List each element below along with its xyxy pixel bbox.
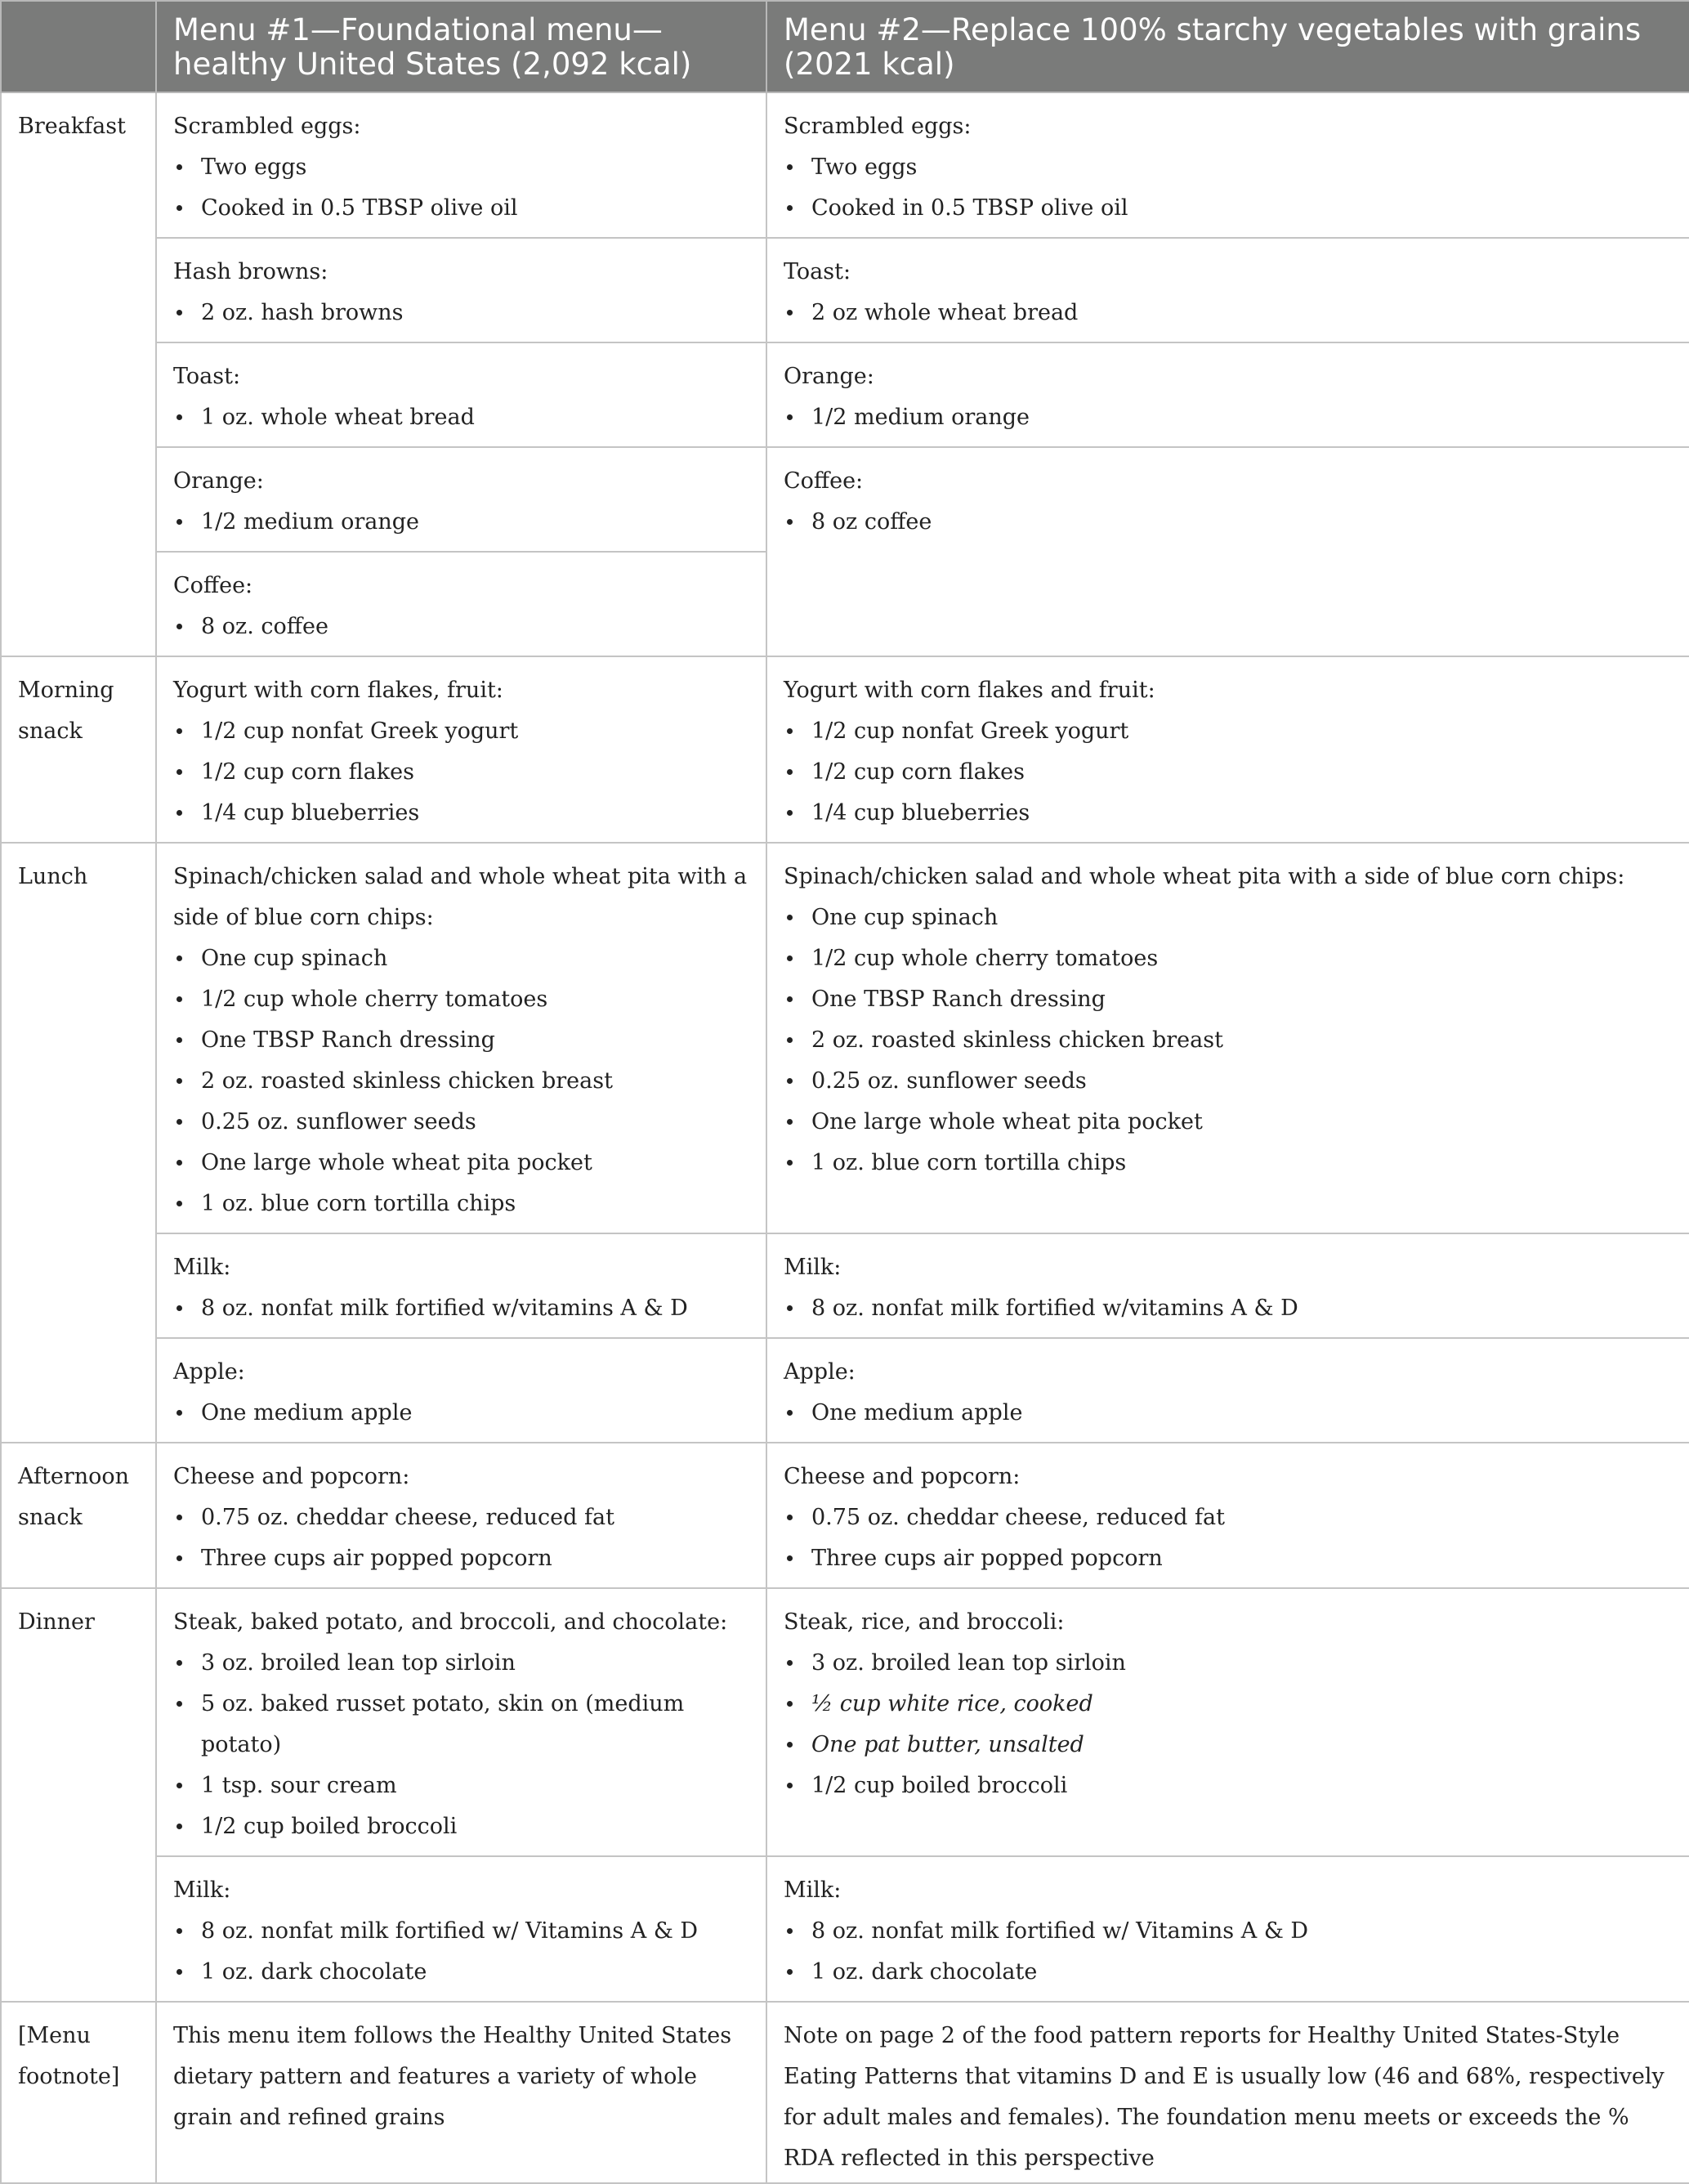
item-title: Toast:: [784, 259, 851, 284]
list-item: 1 oz. blue corn tortilla chips: [173, 1184, 749, 1224]
list-item: 1 tsp. sour cream: [173, 1766, 749, 1806]
menu2-item: [766, 1233, 1689, 1338]
header-row: [1, 1, 1689, 92]
item-title: Spinach/chicken salad and whole wheat pita with a side of blue corn chips:: [784, 864, 1625, 889]
menu2-item: [766, 843, 1689, 1233]
menu2-item: [766, 1588, 1689, 1856]
table-row: [1, 1233, 1689, 1338]
item-list: [784, 711, 1673, 834]
list-item: 1/2 cup corn flakes: [173, 752, 749, 793]
item-title: Orange:: [784, 364, 874, 389]
table-row: [1, 238, 1689, 342]
header-menu2: Menu #2—Replace 100% starchy vegetables with grains (2021 kcal): [766, 1, 1689, 92]
item-list: [784, 147, 1673, 229]
header-menu1: Menu #1—Foundational menu—healthy United States (2,092 kcal): [156, 1, 766, 92]
list-item: One cup spinach: [784, 897, 1673, 938]
item-list: [784, 1393, 1673, 1434]
list-item-italic: One pat butter, unsalted: [784, 1725, 1673, 1766]
list-item: One large whole wheat pita pocket: [173, 1143, 749, 1184]
item-list: [173, 1497, 749, 1579]
menu1-item: [156, 656, 766, 843]
footnote-menu1: This menu item follows the Healthy United States dietary pattern and features a variety of whole grain and refined grains: [156, 2002, 766, 2183]
list-item: 8 oz. coffee: [173, 606, 749, 647]
list-item: 1 oz. dark chocolate: [784, 1952, 1673, 1993]
list-item: 1 oz. dark chocolate: [173, 1952, 749, 1993]
list-item: 8 oz coffee: [784, 502, 1673, 543]
list-item: 1/2 medium orange: [784, 397, 1673, 438]
list-item: 1/4 cup blueberries: [173, 793, 749, 834]
item-list: [173, 1911, 749, 1993]
list-item: 1/2 cup whole cherry tomatoes: [784, 938, 1673, 979]
menu1-item: [156, 1338, 766, 1443]
list-item: 1/4 cup blueberries: [784, 793, 1673, 834]
item-list: [173, 502, 749, 543]
menu1-item: [156, 1588, 766, 1856]
table-row: [1, 1588, 1689, 1856]
table-row: [1, 843, 1689, 1233]
item-list: [173, 397, 749, 438]
item-title: Steak, baked potato, and broccoli, and chocolate:: [173, 1609, 728, 1635]
menu2-item: [766, 656, 1689, 843]
item-title: Apple:: [784, 1359, 856, 1385]
list-item: Two eggs: [173, 147, 749, 188]
item-title: Scrambled eggs:: [784, 114, 972, 139]
list-item: 0.75 oz. cheddar cheese, reduced fat: [173, 1497, 749, 1538]
list-item: 1/2 cup boiled broccoli: [173, 1806, 749, 1847]
item-list: [784, 1497, 1673, 1579]
item-title: Yogurt with corn flakes, fruit:: [173, 678, 503, 703]
menu2-item: [766, 1443, 1689, 1588]
list-item: One medium apple: [173, 1393, 749, 1434]
item-list: [784, 1643, 1673, 1806]
menu1-item: [156, 1233, 766, 1338]
list-item: 2 oz. hash browns: [173, 293, 749, 333]
item-title: Milk:: [784, 1877, 842, 1903]
item-title: Milk:: [173, 1877, 231, 1903]
item-list: [784, 502, 1673, 543]
table-row: [1, 1443, 1689, 1588]
item-title: Milk:: [784, 1255, 842, 1280]
list-item: Two eggs: [784, 147, 1673, 188]
table-row: [1, 1856, 1689, 2002]
list-item: 1/2 cup nonfat Greek yogurt: [784, 711, 1673, 752]
item-title: Apple:: [173, 1359, 245, 1385]
item-title: Orange:: [173, 468, 264, 494]
menu2-item: [766, 92, 1689, 238]
table-row: [1, 92, 1689, 238]
item-list: [173, 147, 749, 229]
table-row: [1, 342, 1689, 447]
list-item: Three cups air popped popcorn: [784, 1538, 1673, 1579]
menu2-item: [766, 238, 1689, 342]
menu1-item: [156, 92, 766, 238]
list-item: One medium apple: [784, 1393, 1673, 1434]
list-item: 1 oz. whole wheat bread: [173, 397, 749, 438]
item-title: Spinach/chicken salad and whole wheat pita with a side of blue corn chips:: [173, 864, 748, 930]
item-list: [173, 1393, 749, 1434]
menu1-item: [156, 552, 766, 656]
header-blank-cell: [1, 1, 156, 92]
list-item: 1 oz. blue corn tortilla chips: [784, 1143, 1673, 1184]
menu2-item: [766, 1856, 1689, 2002]
meal-label: Lunch: [1, 843, 156, 1443]
table-row: [1, 447, 1689, 552]
item-title: Hash browns:: [173, 259, 328, 284]
item-list: [784, 1288, 1673, 1329]
list-item: One TBSP Ranch dressing: [784, 979, 1673, 1020]
footnote-label: [Menu footnote]: [1, 2002, 156, 2183]
item-title: Steak, rice, and broccoli:: [784, 1609, 1065, 1635]
menu1-item: [156, 447, 766, 552]
menu1-item: [156, 1443, 766, 1588]
meal-label: Morning snack: [1, 656, 156, 843]
list-item: One cup spinach: [173, 938, 749, 979]
item-title: Cheese and popcorn:: [784, 1464, 1021, 1489]
item-list: [173, 293, 749, 333]
list-item: 3 oz. broiled lean top sirloin: [784, 1643, 1673, 1684]
item-title: Coffee:: [784, 468, 864, 494]
menu2-item: [766, 1338, 1689, 1443]
table-row: [1, 1338, 1689, 1443]
list-item: One TBSP Ranch dressing: [173, 1020, 749, 1061]
item-list: [784, 293, 1673, 333]
item-title: Scrambled eggs:: [173, 114, 361, 139]
menu1-item: [156, 238, 766, 342]
item-list: [784, 897, 1673, 1184]
list-item: 1/2 medium orange: [173, 502, 749, 543]
item-title: Cheese and popcorn:: [173, 1464, 410, 1489]
list-item: Three cups air popped popcorn: [173, 1538, 749, 1579]
list-item: Cooked in 0.5 TBSP olive oil: [173, 188, 749, 229]
table-body: [1, 92, 1689, 2183]
footnote-menu2: Note on page 2 of the food pattern reports for Healthy United States-Style Eating Patterns that vitamins D and E is usually low (46 and 68%, respectively for adult males and females). The foundation menu meets or exceeds the % RDA reflected in this perspective: [766, 2002, 1689, 2183]
list-item: 5 oz. baked russet potato, skin on (medium potato): [173, 1684, 749, 1766]
list-item: 1/2 cup boiled broccoli: [784, 1766, 1673, 1806]
list-item: One large whole wheat pita pocket: [784, 1102, 1673, 1143]
item-title: Yogurt with corn flakes and fruit:: [784, 678, 1155, 703]
footnote-row: [1, 2002, 1689, 2183]
list-item: 3 oz. broiled lean top sirloin: [173, 1643, 749, 1684]
list-item-italic: ½ cup white rice, cooked: [784, 1684, 1673, 1725]
item-title: Coffee:: [173, 573, 253, 598]
item-list: [784, 397, 1673, 438]
item-title: Toast:: [173, 364, 241, 389]
item-list: [173, 1288, 749, 1329]
meal-label: Afternoon snack: [1, 1443, 156, 1588]
item-list: [173, 1643, 749, 1847]
menu1-item: [156, 843, 766, 1233]
list-item: 1/2 cup nonfat Greek yogurt: [173, 711, 749, 752]
list-item: 8 oz. nonfat milk fortified w/vitamins A & D: [173, 1288, 749, 1329]
list-item: 1/2 cup whole cherry tomatoes: [173, 979, 749, 1020]
list-item: 1/2 cup corn flakes: [784, 752, 1673, 793]
meal-label: Dinner: [1, 1588, 156, 2002]
list-item: Cooked in 0.5 TBSP olive oil: [784, 188, 1673, 229]
item-title: Milk:: [173, 1255, 231, 1280]
table-row: [1, 656, 1689, 843]
meal-label: Breakfast: [1, 92, 156, 656]
list-item: 2 oz whole wheat bread: [784, 293, 1673, 333]
item-list: [173, 711, 749, 834]
list-item: 0.25 oz. sunflower seeds: [173, 1102, 749, 1143]
item-list: [173, 606, 749, 647]
item-list: [784, 1911, 1673, 1993]
list-item: 2 oz. roasted skinless chicken breast: [784, 1020, 1673, 1061]
list-item: 8 oz. nonfat milk fortified w/vitamins A & D: [784, 1288, 1673, 1329]
menu1-item: [156, 342, 766, 447]
list-item: 0.75 oz. cheddar cheese, reduced fat: [784, 1497, 1673, 1538]
menu1-item: [156, 1856, 766, 2002]
list-item: 2 oz. roasted skinless chicken breast: [173, 1061, 749, 1102]
list-item: 0.25 oz. sunflower seeds: [784, 1061, 1673, 1102]
menu2-item: [766, 447, 1689, 656]
list-item: 8 oz. nonfat milk fortified w/ Vitamins A & D: [784, 1911, 1673, 1952]
menu2-item: [766, 342, 1689, 447]
list-item: 8 oz. nonfat milk fortified w/ Vitamins A & D: [173, 1911, 749, 1952]
item-list: [173, 938, 749, 1224]
